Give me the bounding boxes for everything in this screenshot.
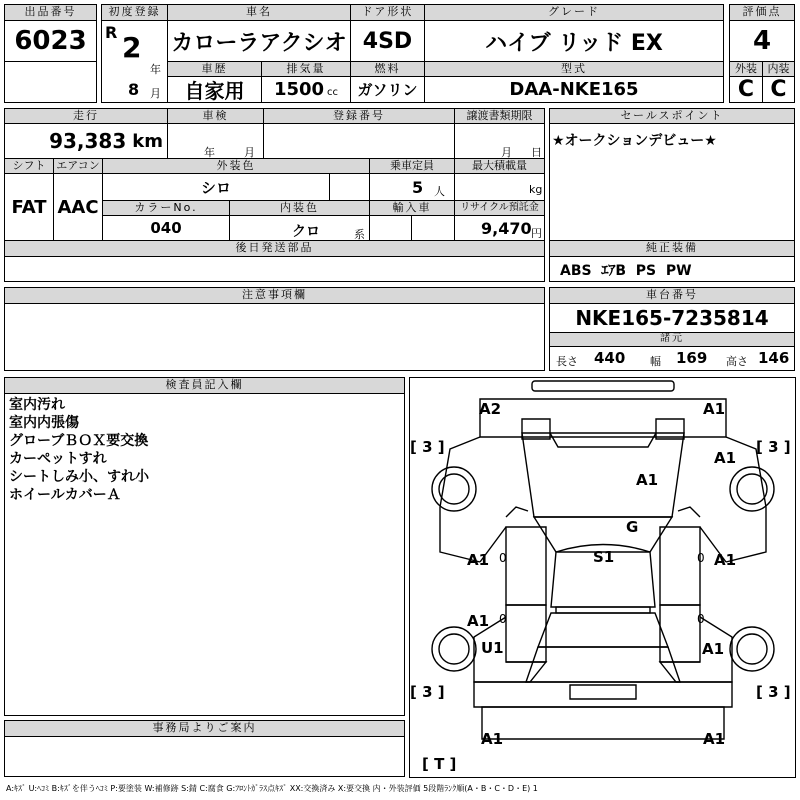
- tire-rear-left: [ 3 ]: [410, 683, 445, 701]
- mirrors: [506, 507, 700, 517]
- damage-hood: A1: [636, 471, 659, 489]
- right-front-door: [660, 527, 700, 605]
- reg-box: [101, 20, 168, 103]
- reg-month: 8: [128, 80, 140, 99]
- tire-front-left: [ 3 ]: [410, 438, 445, 456]
- lot-blank: [4, 61, 97, 103]
- hood-front: [550, 433, 656, 447]
- shift-label: シフト: [4, 158, 54, 174]
- ext-color-blank: [329, 173, 370, 201]
- damage-front-left: A2: [479, 400, 502, 418]
- inspector-note: 室内内張傷: [9, 415, 79, 431]
- mileage-box: [4, 123, 168, 159]
- import-box-2: [411, 215, 455, 241]
- lot-label: 出品番号: [4, 4, 97, 21]
- front-bumper: [480, 399, 726, 437]
- recycle: 9,470: [481, 219, 532, 238]
- ext-color-label: 外装色: [102, 158, 370, 174]
- displacement-unit: cc: [327, 87, 339, 98]
- transfer-label: 譲渡書類期限: [454, 108, 545, 124]
- int-score-label: 内装: [762, 61, 795, 77]
- sales-point: ★オークションデビュー★: [552, 133, 717, 149]
- mileage-unit: km: [132, 130, 163, 152]
- recycle-label: リサイクル預託金: [454, 200, 545, 216]
- height-value: 146: [758, 349, 790, 367]
- tire-rear-right: [ 3 ]: [756, 683, 791, 701]
- import-label: 輸入車: [369, 200, 455, 216]
- damage-roof: S1: [593, 548, 615, 566]
- left-rear-door: [506, 605, 546, 662]
- later-parts-label: 後日発送部品: [4, 240, 545, 257]
- damage-right-front-door: A1: [714, 551, 737, 569]
- inspector-note: カーペットすれ: [9, 451, 107, 467]
- displacement-box: [261, 76, 351, 103]
- door-type: 4SD: [350, 20, 425, 62]
- plate-label: 登録番号: [263, 108, 455, 124]
- max-load-box: [454, 173, 545, 201]
- length-label: 長さ: [556, 355, 578, 368]
- fuel-label: 燃料: [350, 61, 425, 77]
- width-label: 幅: [650, 355, 661, 368]
- genuine-label: 純正装備: [549, 240, 795, 257]
- left-front-door: [506, 527, 546, 605]
- chassis: NKE165-7235814: [549, 303, 795, 333]
- transfer-day-unit: 日: [531, 146, 542, 159]
- score-label: 評価点: [729, 4, 795, 21]
- trunk: [526, 647, 680, 682]
- model-label: 型式: [424, 61, 724, 77]
- genuine-box: [549, 256, 795, 282]
- ext-score-label: 外装: [729, 61, 763, 77]
- sales-point-box: [549, 123, 795, 241]
- inspector-notes: [4, 393, 405, 716]
- displacement: 1500: [273, 79, 325, 100]
- displacement-label: 排気量: [261, 61, 351, 77]
- genuine: ABS ｴｱB PS PW: [560, 263, 692, 279]
- capacity-unit: 人: [434, 185, 445, 198]
- caution-box: [4, 303, 545, 371]
- office-box: [4, 736, 405, 777]
- history-label: 車歴: [167, 61, 262, 77]
- inspection-label: 車検: [167, 108, 264, 124]
- aircon: AAC: [53, 173, 103, 241]
- windshield: [534, 517, 672, 552]
- door-zero: 0: [697, 612, 705, 626]
- reg-year: 2: [122, 31, 142, 64]
- mileage-label: 走行: [4, 108, 168, 124]
- capacity: 5: [412, 178, 424, 197]
- inspection-year-unit: 年: [204, 146, 215, 159]
- door-zero: 0: [697, 551, 705, 565]
- int-color-unit: 系: [354, 228, 365, 241]
- roof-mid: [556, 607, 650, 613]
- grade: ハイブ リッド EX: [424, 20, 724, 62]
- tire-front-right: [ 3 ]: [756, 438, 791, 456]
- int-color-label: 内装色: [229, 200, 370, 216]
- rear-plate: [570, 685, 636, 699]
- door-label: ドア形状: [350, 4, 425, 21]
- damage-right-rear-quarter: A1: [702, 640, 725, 658]
- specs-box: [549, 346, 795, 371]
- later-parts-box: [4, 256, 545, 282]
- trunk-mark: [ T ]: [422, 755, 457, 773]
- inspector-note: 室内汚れ: [9, 397, 65, 413]
- inspection-month-unit: 月: [244, 146, 255, 159]
- score: 4: [729, 20, 795, 62]
- mileage: 93,383: [49, 129, 127, 153]
- reg-era: R: [105, 23, 118, 42]
- door-zero: 0: [499, 612, 507, 626]
- damage-left-rear-quarter: U1: [481, 639, 504, 657]
- recycle-box: [454, 215, 545, 241]
- history: 自家用: [167, 76, 262, 103]
- capacity-label: 乗車定員: [369, 158, 455, 174]
- wheel-rl-inner: [439, 634, 469, 664]
- damage-left-rear-door: A1: [467, 612, 490, 630]
- damage-rear-right: A1: [703, 730, 726, 748]
- length-value: 440: [594, 349, 626, 367]
- reg-month-unit: 月: [150, 87, 161, 100]
- transfer-box: [454, 123, 545, 159]
- max-load-unit: kg: [529, 183, 543, 196]
- inspector-note: グローブＢＯＸ要交換: [9, 433, 149, 449]
- rear-window: [538, 613, 668, 647]
- office-label: 事務局よりご案内: [4, 720, 405, 737]
- ext-color: シロ: [102, 173, 330, 201]
- car-name-label: 車名: [167, 4, 351, 21]
- reg-year-unit: 年: [150, 63, 161, 76]
- shift: FAT: [4, 173, 54, 241]
- inspector-label: 検査員記入欄: [4, 377, 405, 394]
- height-label: 高さ: [726, 355, 748, 368]
- transfer-month-unit: 月: [501, 146, 512, 159]
- int-score: C: [762, 76, 795, 103]
- color-no: 040: [102, 215, 230, 241]
- car-name: カローラアクシオ: [167, 20, 351, 62]
- damage-rear-left: A1: [481, 730, 504, 748]
- hood: [522, 433, 684, 517]
- damage-glass: G: [626, 518, 639, 536]
- recycle-unit: 円: [531, 227, 542, 240]
- wheel-rr-inner: [737, 634, 767, 664]
- lot-number: 6023: [4, 20, 97, 62]
- inspector-note: シートしみ小、すれ小: [9, 469, 149, 485]
- color-no-label: カラーNo.: [102, 200, 230, 216]
- specs-label: 諸元: [549, 332, 795, 347]
- rear-bumper: [474, 682, 732, 707]
- width-value: 169: [676, 349, 708, 367]
- legend: A:ｷｽﾞ U:ﾍｺﾐ B:ｷｽﾞを伴うﾍｺﾐ P:要塗装 W:補修跡 S:錆 C:腐食 G:ﾌﾛﾝﾄｶﾞﾗｽ点ｷｽﾞ XX:交換済み X:要交換 内・外装評価 5段階ﾗﾝｸ順(A・B・C・D・E) 1: [6, 784, 538, 793]
- reg-label: 初度登録: [101, 4, 168, 21]
- damage-front-right: A1: [703, 400, 726, 418]
- damage-right-front-fender: A1: [714, 449, 737, 467]
- caution-label: 注意事項欄: [4, 287, 545, 304]
- inspection-box: [167, 123, 264, 159]
- sales-point-label: セールスポイント: [549, 108, 795, 124]
- door-zero: 0: [499, 551, 507, 565]
- inspector-note: ホイールカバーＡ: [9, 487, 121, 503]
- capacity-box: [369, 173, 455, 201]
- int-color-box: [229, 215, 370, 241]
- int-color: クロ: [292, 224, 320, 240]
- max-load-label: 最大積載量: [454, 158, 545, 174]
- grade-label: グレード: [424, 4, 724, 21]
- chassis-label: 車台番号: [549, 287, 795, 304]
- front-bumper-top: [532, 381, 674, 391]
- damage-left-front-door: A1: [467, 551, 490, 569]
- aircon-label: エアコン: [53, 158, 103, 174]
- model: DAA-NKE165: [424, 76, 724, 103]
- right-rear-door: [660, 605, 700, 662]
- fuel: ガソリン: [350, 76, 425, 103]
- ext-score: C: [729, 76, 763, 103]
- rear-lower: [482, 707, 724, 739]
- plate-box: [263, 123, 455, 159]
- headlights: [522, 419, 684, 439]
- import-box-1: [369, 215, 412, 241]
- car-diagram: [410, 377, 796, 777]
